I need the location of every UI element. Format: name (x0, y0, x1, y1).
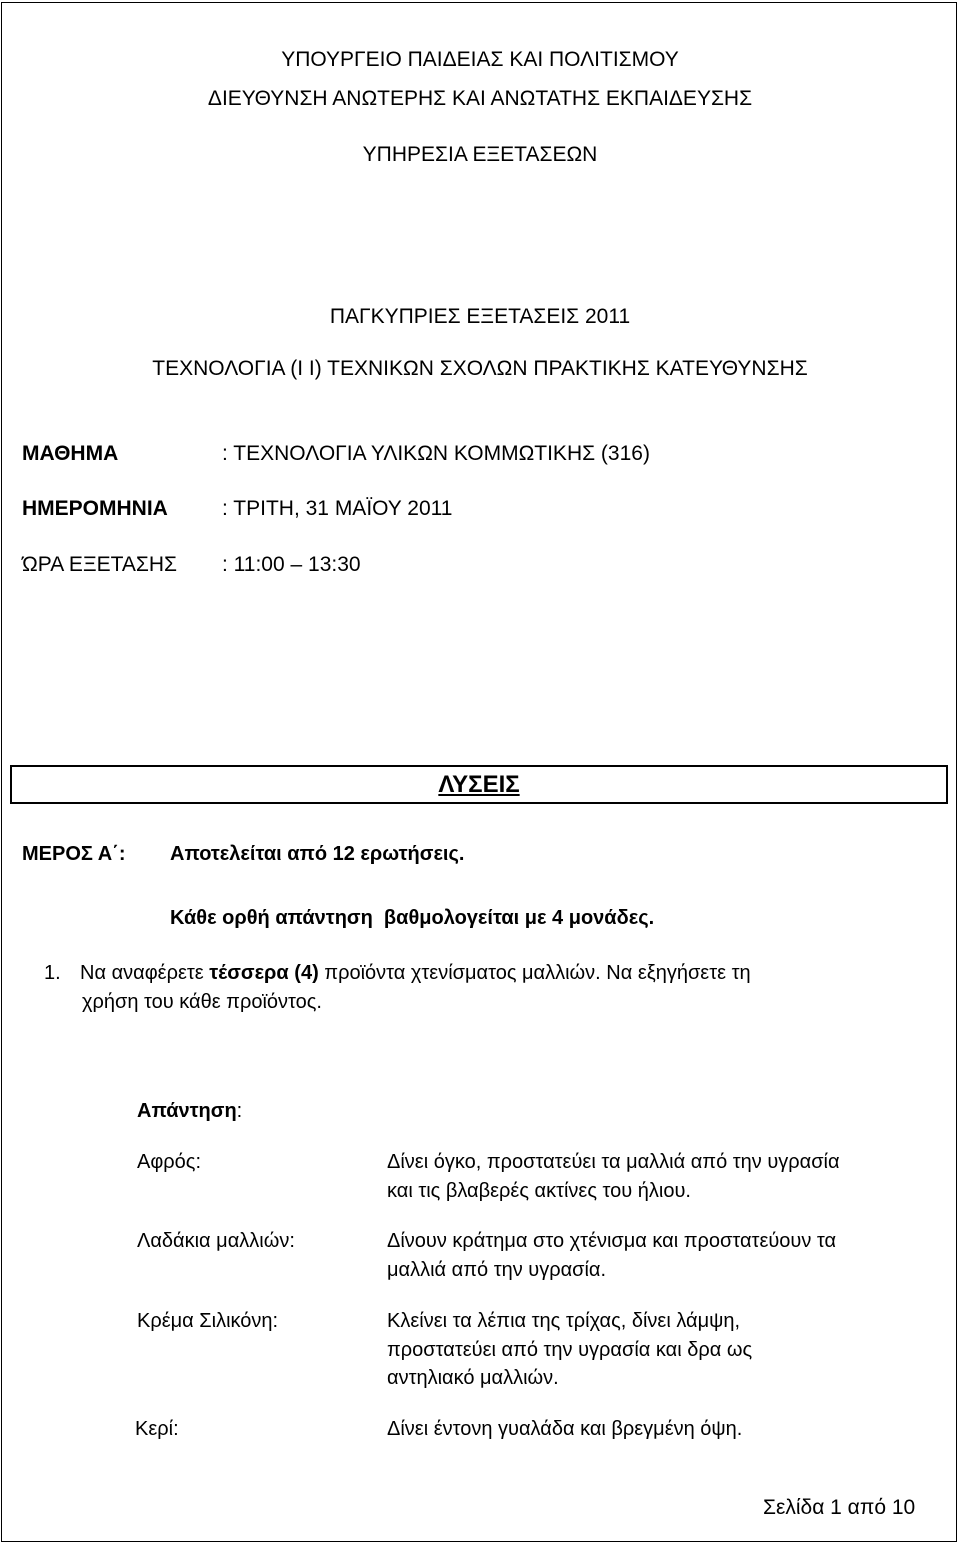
answer-term: Κρέμα Σιλικόνη: (137, 1310, 279, 1332)
answer-label: Απάντηση (137, 1100, 237, 1122)
exam-title: ΠΑΓΚΥΠΡΙΕΣ ΕΞΕΤΑΣΕΙΣ 2011 (329, 305, 631, 328)
answer-definition-line: αντηλιακό μαλλιών. (387, 1367, 559, 1389)
question-text-bold: τέσσερα (4) (209, 962, 319, 984)
exam-track: ΤΕΧΝΟΛΟΓΙΑ (Ι Ι) ΤΕΧΝΙΚΩΝ ΣΧΟΛΩΝ ΠΡΑΚΤΙΚΗΣ ΚΑΤΕΥΘΥΝΣΗΣ (152, 357, 808, 380)
answer-definition-line: Δίνει έντονη γυαλάδα και βρεγμένη όψη. (387, 1418, 743, 1440)
question-text-after: προϊόντα χτενίσματος μαλλιών. Να εξηγήσετε τη (318, 962, 751, 984)
directorate-heading: ΔΙΕΥΘΥΝΣΗ ΑΝΩΤΕΡΗΣ ΚΑΙ ΑΝΩΤΑΤΗΣ ΕΚΠΑΙΔΕΥΣΗΣ (207, 87, 753, 110)
time-label: ΏΡΑ ΕΞΕΤΑΣΗΣ (22, 553, 177, 576)
page-number: Σελίδα 1 από 10 (763, 1496, 916, 1519)
answer-definition-line: και τις βλαβερές ακτίνες του ήλιου. (387, 1180, 691, 1202)
question-text-before: Να αναφέρετε (80, 962, 210, 984)
question-text (80, 962, 751, 985)
solutions-title: ΛΥΣΕΙΣ (438, 771, 520, 798)
ministry-heading: ΥΠΟΥΡΓΕΙΟ ΠΑΙΔΕΙΑΣ ΚΑΙ ΠΟΛΙΤΙΣΜΟΥ (281, 48, 679, 71)
date-value: : ΤΡΙΤΗ, 31 ΜΑΪΟΥ 2011 (222, 497, 453, 520)
answer-definition-line: Δίνει όγκο, προστατεύει τα μαλλιά από την υγρασία (387, 1151, 840, 1173)
part-a-description: Αποτελείται από 12 ερωτήσεις. (170, 843, 465, 865)
subject-label: ΜΑΘΗΜΑ (22, 442, 119, 465)
part-a-grading: Κάθε ορθή απάντηση βαθμολογείται με 4 μονάδες. (170, 907, 655, 929)
subject-value: : ΤΕΧΝΟΛΟΓΙΑ ΥΛΙΚΩΝ ΚΟΜΜΩΤΙΚΗΣ (316) (222, 442, 650, 465)
service-heading: ΥΠΗΡΕΣΙΑ ΕΞΕΤΑΣΕΩΝ (362, 143, 598, 166)
question-text-line2: χρήση του κάθε προϊόντος. (82, 991, 322, 1013)
answer-definition-line: Δίνουν κράτημα στο χτένισμα και προστατεύουν τα (387, 1230, 837, 1252)
answer-definition-line: μαλλιά από την υγρασία. (387, 1259, 607, 1281)
answer-term: Κερί: (135, 1418, 179, 1440)
part-a-label: ΜΕΡΟΣ Α΄: (22, 843, 126, 865)
answer-definition-line: προστατεύει από την υγρασία και δρα ως (387, 1339, 753, 1361)
question-number: 1. (44, 962, 61, 984)
solutions-box (10, 765, 948, 804)
date-label: ΗΜΕΡΟΜΗΝΙΑ (22, 497, 168, 520)
answer-term: Λαδάκια μαλλιών: (137, 1230, 295, 1252)
time-value: : 11:00 – 13:30 (222, 553, 361, 576)
answer-term: Αφρός: (137, 1151, 202, 1173)
answer-heading (137, 1100, 242, 1123)
answer-colon: : (236, 1100, 243, 1122)
answer-definition-line: Κλείνει τα λέπια της τρίχας, δίνει λάμψη, (387, 1310, 741, 1332)
